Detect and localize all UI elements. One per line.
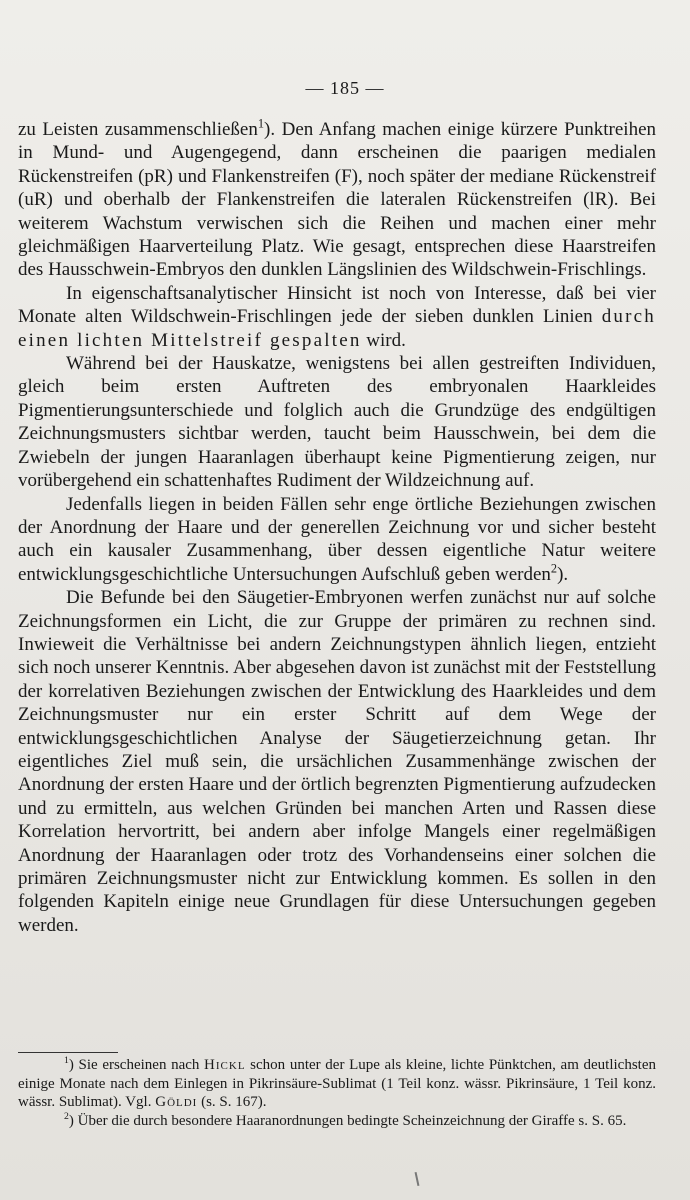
footnotes	[18, 1056, 656, 1130]
page-number: — 185 —	[305, 78, 385, 98]
footnote-1-text-a: ) Sie erscheinen nach	[68, 1057, 205, 1073]
paragraph-5: Die Befunde bei den Säugetier-Embryonen werfen zunächst nur auf solche Zeichnungsformen ein Licht, die zur Gruppe der primären zu rechnen sind. Inwieweit die Verhältnisse bei andern Zeichnungstypen ähnlich liegen, entzieht sich noch unserer Kenntnis. Aber abgesehen davon ist zunächst mit der Feststellung der korrelativen Beziehungen zwischen der Entwicklung des Haarkleides und dem Zeichnungsmuster nur ein erster Schritt auf dem Wege der entwicklungsgeschichtlichen Analyse der Säugetierzeichnung getan. Ihr eigentliches Ziel muß sein, die ursächlichen Zusammenhänge zwischen der Anordnung der ersten Haare und der örtlich begrenzten Pigmentierung aufzudecken und zu ermitteln, aus welchen Gründen bei manchen Arten und Rassen diese Korrelation hervortritt, bei andern aber infolge Mangels einer regelmäßigen Anordnung der Haaranlagen oder trotz des Vorhandenseins einer solchen die primären Zeichnungsmuster nicht zur Entwicklung kommen. Es sollen in den folgenden Kapiteln einige neue Grundlagen für diese Untersuchungen gegeben werden.	[18, 587, 656, 936]
footnote-ref-1: 1	[257, 116, 265, 131]
footnote-1-marker: 1	[64, 1055, 69, 1066]
paragraph-2-emphasis: durch einen lichten Mittelstreif gespalten	[18, 306, 656, 351]
paragraph-2-end: wird.	[361, 329, 406, 351]
paragraph-4-end: ).	[557, 563, 569, 585]
footnote-divider	[18, 1052, 118, 1053]
footnote-2-marker: 2	[64, 1110, 69, 1122]
main-text	[18, 118, 656, 937]
footnote-2-text: ) Über die durch besondere Haaranordnungen bedingte Scheinzeichnung der Giraffe s. S. 65.	[68, 1112, 627, 1129]
footnote-1-text-c: (s. S. 167).	[197, 1094, 267, 1110]
paragraph-1-text: zu Leisten zusammenschließen	[18, 119, 258, 140]
paragraph-4	[18, 493, 656, 587]
footnote-1-text-b: schon unter der Lupe als kleine, lichte Pünktchen, am deutlichsten einige Monate nach dem Einlegen in Pikrinsäure-Sublimat (1 Teil konz. wässr. Pikrinsäure, 1 Teil konz. wässr. Sublimat). Vgl.	[18, 1057, 656, 1110]
paragraph-4-text: Jedenfalls liegen in beiden Fällen sehr enge örtliche Beziehungen zwischen der Anordnung der Haare und der generellen Zeichnung vor und sicher besteht auch ein kausaler Zusammenhang, über dessen eigentliche Natur weitere entwicklungsgeschichtliche Untersuchungen Aufschluß geben werden	[18, 493, 656, 585]
paragraph-1	[18, 118, 656, 282]
footnote-1	[18, 1056, 656, 1112]
paragraph-2	[18, 282, 656, 352]
footnote-ref-2: 2	[550, 561, 558, 576]
footnote-2	[18, 1112, 656, 1131]
footnote-1-author-2: Göldi	[155, 1094, 198, 1110]
footnote-1-author: Hickl	[204, 1057, 246, 1073]
paragraph-2-text: In eigenschaftsanalytischer Hinsicht ist noch von Interesse, daß bei vier Monate alten Wildschwein-Frischlingen jede der sieben dunklen Linien	[18, 282, 656, 328]
paragraph-1-rest: ). Den Anfang machen einige kürzere Punktreihen in Mund- und Augengegend, dann erscheinen die paarigen medialen Rückenstreifen (pR) und Flankenstreifen (F), noch später der mediane Rückenstreif (uR) und oberhalb der Flankenstreifen die lateralen Rückenstreifen (lR). Bei weiterem Wachstum verwischen sich die Reihen und machen einer mehr gleichmäßigen Haarverteilung Platz. Wie gesagt, entsprechen diese Haarstreifen des Hausschwein-Embryos den dunklen Längslinien des Wildschwein-Frischlings.	[18, 119, 656, 281]
paragraph-3: Während bei der Hauskatze, wenigstens bei allen gestreiften Individuen, gleich beim ersten Auftreten des embryonalen Haarkleides Pigmentierungsunterschiede und folglich auch die Grundzüge des endgültigen Zeichnungsmusters sichtbar werden, taucht beim Hausschwein, bei dem die Zwiebeln der jungen Haaranlagen überhaupt keine Pigmentierung zeigen, nur vorübergehend ein schattenhaftes Rudiment der Wildzeichnung auf.	[18, 353, 656, 492]
stray-pencil-mark	[415, 1172, 420, 1186]
